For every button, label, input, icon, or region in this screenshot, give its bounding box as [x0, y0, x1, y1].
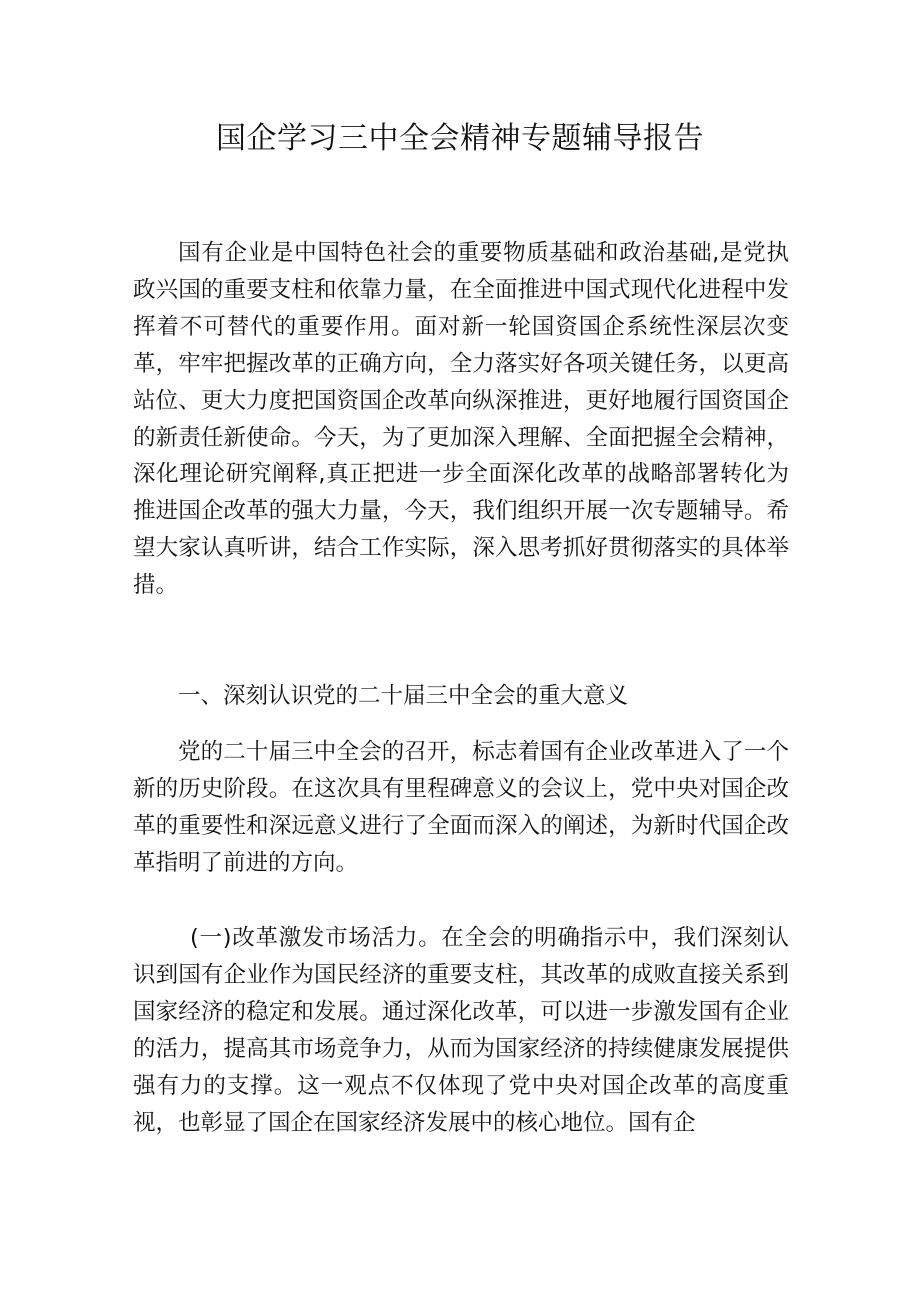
document-title: 国企学习三中全会精神专题辅导报告	[216, 121, 704, 156]
intro-paragraph: 国有企业是中国特色社会的重要物质基础和政治基础,是党执政兴国的重要支柱和依靠力量，在全面推进中国式现代化进程中发挥着不可替代的重要作用。面对新一轮国资国企系统性深层次变革，牢牢把握改革的正确方向，全力落实好各项关键任务，以更高站位、更大力度把国资国企改革向纵深推进，更好地履行国资国企的新责任新使命。今天，为了更加深入理解、全面把握全会精神，深化理论研究阐释,真正把进一步全面深化改革的战略部署转化为推进国企改革的强大力量，今天，我们组织开展一次专题辅导。希望大家认真听讲，结合工作实际，深入思考抓好贯彻落实的具体举措。	[133, 240, 789, 599]
section-paragraph: 党的二十届三中全会的召开，标志着国有企业改革进入了一个新的历史阶段。在这次具有里程碑意义的会议上，党中央对国企改革的重要性和深远意义进行了全面而深入的阐述，为新时代国企改革指明了前进的方向。	[133, 739, 789, 876]
subsection-paragraph: (一)改革激发市场活力。在全会的明确指示中，我们深刻认识到国有企业作为国民经济的重要支柱，其改革的成败直接关系到国家经济的稳定和发展。通过深化改革，可以进一步激发国有企业的活力，提高其市场竞争力，从而为国家经济的持续健康发展提供强有力的支撑。这一观点不仅体现了党中央对国企改革的高度重视，也彰显了国企在国家经济发展中的核心地位。国有企	[133, 925, 789, 1136]
section-heading: 一、深刻认识党的二十届三中全会的重大意义	[178, 683, 629, 709]
